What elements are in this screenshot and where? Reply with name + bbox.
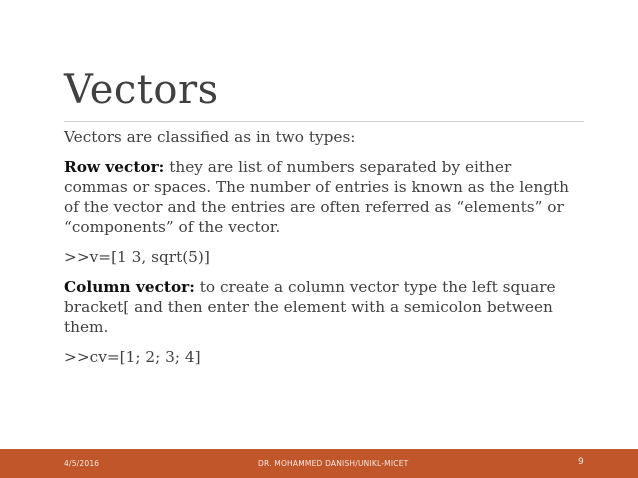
slide-title: Vectors: [64, 67, 219, 113]
footer-author: DR. MOHAMMED DANISH/UNIKL-MICET: [258, 459, 409, 468]
column-vector-example: >>cv=[1; 2; 3; 4]: [64, 348, 201, 366]
column-vector-description: to create a column vector type the left square bracket[ and then enter the element with a semicolon between them.: [64, 278, 556, 336]
page-number: 9: [578, 457, 584, 467]
column-vector-paragraph: [64, 277, 574, 337]
row-vector-description: they are list of numbers separated by either commas or spaces. The number of entries is known as the length of the vector and the entries are often referred as “elements” or “components” of the vector.: [64, 158, 569, 236]
footer-date: 4/5/2016: [64, 459, 100, 468]
title-divider: [64, 121, 584, 122]
row-vector-paragraph: [64, 157, 574, 237]
slide-body: [64, 127, 574, 377]
row-vector-example: >>v=[1 3, sqrt(5)]: [64, 248, 210, 266]
row-vector-term: Row vector:: [64, 158, 165, 176]
column-vector-term: Column vector:: [64, 278, 195, 296]
footer-bar: [0, 449, 638, 478]
intro-text: Vectors are classified as in two types:: [64, 128, 356, 146]
